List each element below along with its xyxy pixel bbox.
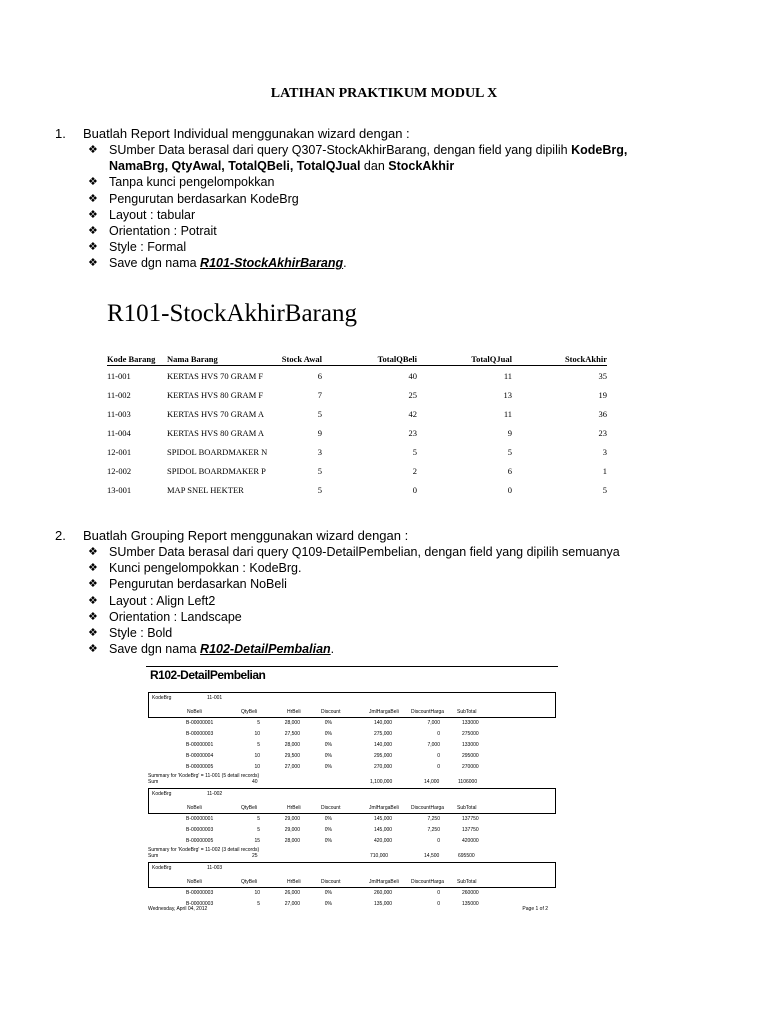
table-cell: 270,000 [374,764,393,770]
sum-jml: 1,100,000 [370,779,393,785]
table-cell: 0% [324,731,332,737]
table-cell: 9 [317,427,322,438]
table-cell: 5 [257,720,260,726]
group-column-headers [149,879,555,888]
bullet-bold-text: KodeBrg, [571,143,628,157]
table-cell: KERTAS HVS 70 GRAM A [167,408,265,419]
bullet-item [88,207,627,223]
table-cell: 10 [254,753,260,759]
diamond-bullet-icon: ❖ [88,627,98,640]
table-cell: 5 [257,816,260,822]
report-name-link: R102-DetailPembalian [200,642,331,657]
table-cell: KERTAS HVS 70 GRAM F [167,370,264,381]
summary-text: Summary for 'KodeBrg' = 11-001 (5 detail records) [148,773,260,779]
column-header: JmlHargaBeli [369,879,399,885]
task-1-bullets [88,142,627,272]
table-cell: 0% [324,816,332,822]
table-cell: 145,000 [374,816,393,822]
report-r102-title: R102-DetailPembelian [150,668,266,682]
table-cell: 27,000 [284,764,300,770]
page-title: LATIHAN PRAKTIKUM MODUL X [270,86,498,101]
bullet-text: . [343,256,347,271]
table-cell: 0% [324,764,332,770]
table-cell: 3 [317,446,322,457]
diamond-bullet-icon: ❖ [88,208,98,221]
column-header: SubTotal [457,805,477,811]
table-cell: 13-001 [107,485,132,496]
report-r101 [107,300,607,496]
sum-qty: 25 [252,853,258,859]
column-header: Discount [321,879,341,885]
group-section [148,788,556,862]
table-cell: 11-001 [107,370,131,381]
table-row [148,899,556,910]
table-cell: 133000 [462,742,479,748]
table-cell: 137750 [462,827,479,833]
sum-label: Sum [148,853,159,859]
table-cell: 15 [254,838,260,844]
bullet-text: SUmber Data berasal dari query Q307-StockAkhirBarang, dengan field yang dipilih [109,143,572,157]
bullet-item [88,625,620,641]
footer-date: Wednesday, April 04, 2012 [148,906,208,912]
group-label: KodeBrg [152,791,172,797]
bullet-item [88,158,627,174]
diamond-bullet-icon: ❖ [88,192,98,205]
table-cell: 40 [408,370,417,381]
diamond-bullet-icon: ❖ [88,144,98,156]
column-header: JmlHargaBeli [369,805,399,811]
group-column-headers [149,709,555,718]
diamond-bullet-icon: ❖ [88,176,98,189]
table-cell: 10 [254,764,260,770]
table-cell: 28,000 [284,838,300,844]
bullet-item [88,239,627,255]
sum-jml: 710,000 [370,853,389,859]
diamond-bullet-icon: ❖ [88,241,98,254]
table-cell: 11-003 [107,408,131,419]
table-cell: 29,000 [284,816,300,822]
table-cell: 3 [602,446,607,457]
table-cell: 140,000 [374,720,393,726]
sum-subtotal: 1106000 [458,779,478,785]
table-cell: B-00000003 [186,890,214,896]
bullet-text: Layout : tabular [109,207,196,222]
table-row [148,729,556,740]
bullet-item [88,560,620,576]
task-1 [55,126,410,141]
table-cell: 420,000 [374,838,393,844]
table-cell: B-00000001 [186,742,214,748]
table-cell: 6 [507,466,512,477]
table-cell: 145,000 [374,827,393,833]
table-row [107,461,607,480]
group-section [148,692,556,788]
table-cell: 0 [437,901,440,907]
table-cell: 11-002 [107,389,131,400]
task-2-number: 2. [55,528,66,543]
bullet-text: Style : Formal [109,240,187,255]
table-cell: 11 [503,370,512,381]
table-cell: 137750 [462,816,479,822]
diamond-bullet-icon: ❖ [88,610,98,623]
column-header: StockAkhir [512,352,607,366]
table-cell: 420000 [462,838,479,844]
table-cell: 25 [408,389,417,400]
diamond-bullet-icon: ❖ [88,643,98,656]
table-cell: 26,000 [284,890,300,896]
task-2 [55,528,409,543]
bullet-item [88,191,627,207]
table-cell: 27,000 [284,901,300,907]
bullet-item [88,609,620,625]
table-cell: 0 [507,485,512,496]
table-cell: 7,250 [427,816,440,822]
group-header [148,692,556,718]
column-header: QtyBeli [241,805,258,811]
table-cell: 7,000 [427,720,440,726]
table-cell: 7,250 [427,827,440,833]
column-header: NoBeli [187,805,202,811]
group-label: KodeBrg [152,865,172,871]
table-cell: 0% [324,827,332,833]
column-header: NoBeli [187,879,202,885]
footer-page: Page 1 of 2 [522,906,548,912]
table-cell: 23 [598,427,607,438]
table-cell: 27,500 [284,731,300,737]
table-row [148,762,556,773]
table-cell: B-00000005 [186,838,214,844]
table-cell: 140,000 [374,742,393,748]
column-header: DiscountHarga [411,805,445,811]
table-cell: SPIDOL BOARDMAKER P [167,466,266,477]
report-r102-top-rule [146,666,558,667]
bullet-text: Kunci pengelompokkan : KodeBrg. [109,561,302,576]
table-cell: 5 [507,446,512,457]
table-cell: 13 [503,389,512,400]
table-cell: 10 [254,890,260,896]
table-row [107,481,607,500]
table-row [107,442,607,461]
bullet-item [88,544,620,560]
table-cell: B-00000004 [186,753,214,759]
table-cell: SPIDOL BOARDMAKER N [167,446,268,457]
table-cell: B-00000003 [186,731,214,737]
table-cell: 2 [412,466,417,477]
diamond-bullet-icon: ❖ [88,594,98,607]
table-cell: 10 [254,731,260,737]
bullet-item [88,641,620,657]
table-cell: 29,000 [284,827,300,833]
table-cell: 42 [408,408,417,419]
diamond-bullet-icon: ❖ [88,546,98,558]
table-cell: 0% [324,742,332,748]
bullet-text: Orientation : Potrait [109,224,217,239]
table-row [148,825,556,836]
table-cell: 135000 [462,901,479,907]
table-cell: 270000 [462,764,479,770]
table-cell: KERTAS HVS 80 GRAM F [167,389,264,400]
table-cell: 5 [257,901,260,907]
table-cell: 0 [437,753,440,759]
table-cell: 5 [412,446,417,457]
bullet-text: Orientation : Landscape [109,609,242,624]
column-header: NoBeli [187,709,202,715]
column-header: QtyBeli [241,879,258,885]
bullet-text: dan [360,159,389,174]
bullet-text: Save dgn nama [109,256,201,271]
table-cell: 23 [408,427,417,438]
bullet-item [88,223,627,239]
table-cell: 5 [602,485,607,496]
group-value: 11-003 [207,865,223,871]
diamond-bullet-icon: ❖ [88,562,98,575]
sum-qty: 40 [252,779,258,785]
table-row [148,888,556,899]
column-header: DiscountHarga [411,879,445,885]
group-value: 11-002 [207,791,223,797]
table-row [148,836,556,847]
column-header: Nama Barang [167,352,272,366]
bullet-item [88,174,627,190]
table-cell: 9 [507,427,512,438]
bullet-item [88,255,627,271]
table-cell: 0 [412,485,417,496]
table-cell: 28,000 [284,720,300,726]
group-label: KodeBrg [152,695,172,701]
bullet-bold-text: StockAkhir [388,159,455,174]
table-cell: 1 [602,466,607,477]
bullet-item [88,142,627,158]
table-cell: B-00000001 [186,720,214,726]
column-header: JmlHargaBeli [369,709,399,715]
diamond-bullet-icon: ❖ [88,225,98,238]
table-cell: 7,000 [427,742,440,748]
group-column-headers [149,805,555,814]
table-cell: 0 [437,731,440,737]
table-cell: 0 [437,764,440,770]
group-summary [148,847,556,862]
table-row [107,404,607,423]
bullet-item [88,593,620,609]
sum-subtotal: 695500 [458,853,475,859]
table-row [148,814,556,825]
column-header: Discount [321,709,341,715]
table-cell: 19 [598,389,607,400]
table-cell: 11-004 [107,427,131,438]
table-row [107,366,607,386]
task-1-number: 1. [55,126,66,141]
table-cell: 12-001 [107,446,132,457]
table-cell: 0 [437,838,440,844]
task-2-heading: Buatlah Grouping Report menggunakan wizard dengan : [83,528,409,543]
report-r101-title: R101-StockAkhirBarang [107,300,357,327]
table-cell: 12-002 [107,466,132,477]
table-cell: 275000 [462,731,479,737]
table-cell: KERTAS HVS 80 GRAM A [167,427,265,438]
column-header: HrBeli [287,709,301,715]
summary-text: Summary for 'KodeBrg' = 11-002 (3 detail records) [148,847,260,853]
table-cell: 0% [324,753,332,759]
column-header: Stock Awal [272,352,322,366]
bullet-text: Pengurutan berdasarkan NoBeli [109,577,287,592]
task-1-heading: Buatlah Report Individual menggunakan wizard dengan : [83,126,410,141]
column-header: HrBeli [287,879,301,885]
column-header: Discount [321,805,341,811]
table-cell: 0% [324,720,332,726]
bullet-text: SUmber Data berasal dari query Q109-DetailPembelian, dengan field yang dipilih semuanya [109,545,620,559]
table-cell: 5 [257,742,260,748]
table-cell: 36 [598,408,607,419]
table-cell: 0% [324,838,332,844]
table-cell: 0 [437,890,440,896]
bullet-text: Tanpa kunci pengelompokkan [109,175,275,190]
diamond-bullet-icon: ❖ [88,578,98,591]
table-cell: B-00000005 [186,764,214,770]
column-header: HrBeli [287,805,301,811]
bullet-text: Style : Bold [109,626,173,641]
table-cell: 5 [257,827,260,833]
table-cell: 295,000 [374,753,393,759]
table-cell: 28,000 [284,742,300,748]
table-cell: 5 [317,485,322,496]
group-header [148,788,556,814]
column-header: DiscountHarga [411,709,445,715]
group-header [148,862,556,888]
table-cell: 275,000 [374,731,393,737]
table-cell: 133000 [462,720,479,726]
group-value: 11-001 [207,695,223,701]
table-row [148,751,556,762]
bullet-item [88,576,620,592]
column-header: Kode Barang [107,352,167,366]
table-cell: 5 [317,466,322,477]
bullet-text: Layout : Align Left2 [109,593,216,608]
task-2-bullets [88,544,620,657]
table-row [107,423,607,442]
table-cell: 295000 [462,753,479,759]
bullet-bold-text: NamaBrg, QtyAwal, TotalQBeli, TotalQJual [109,159,361,174]
bullet-text: Pengurutan berdasarkan KodeBrg [109,191,299,206]
table-cell: 11 [503,408,512,419]
group-section [148,862,556,910]
column-header: SubTotal [457,879,477,885]
table-row [148,740,556,751]
table-cell: B-00000003 [186,901,214,907]
table-cell: B-00000001 [186,816,214,822]
sum-disc: 14,000 [424,779,440,785]
sum-label: Sum [148,779,159,785]
table-cell: 0% [324,901,332,907]
diamond-bullet-icon: ❖ [88,257,98,270]
table-cell: 6 [317,370,322,381]
column-header: TotalQJual [417,352,512,366]
report-r101-table [107,352,607,500]
report-name-link: R101-StockAkhirBarang [200,256,344,271]
report-r102 [146,666,558,916]
table-cell: B-00000003 [186,827,214,833]
column-header: SubTotal [457,709,477,715]
table-row [107,385,607,404]
table-cell: 35 [598,370,607,381]
bullet-text: . [330,642,335,657]
table-cell: 29,500 [284,753,300,759]
table-cell: 260,000 [374,890,393,896]
table-cell: MAP SNEL HEKTER [167,485,244,496]
sum-disc: 14,500 [424,853,440,859]
table-cell: 5 [317,408,322,419]
table-row [148,718,556,729]
bullet-text: Save dgn nama [109,642,201,657]
table-cell: 260000 [462,890,479,896]
table-cell: 135,000 [374,901,393,907]
table-cell: 0% [324,890,332,896]
table-cell: 7 [317,389,322,400]
group-summary [148,773,556,788]
column-header: QtyBeli [241,709,258,715]
column-header: TotalQBeli [322,352,417,366]
